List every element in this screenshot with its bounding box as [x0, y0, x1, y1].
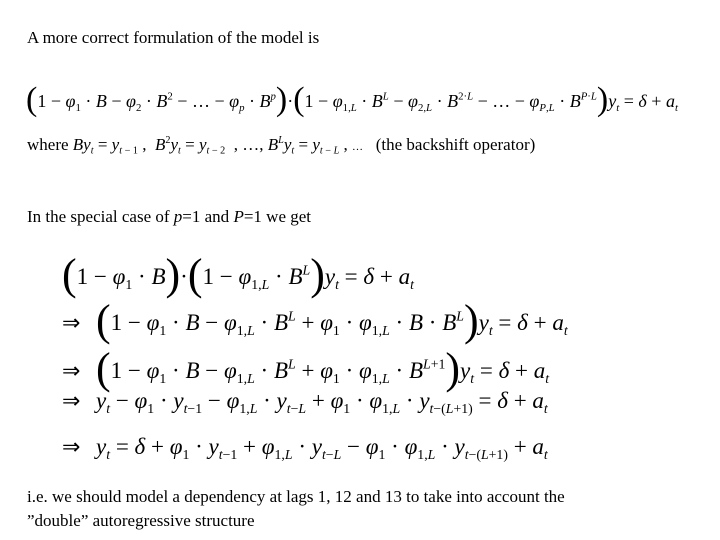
- derivation-line-1: $(1 - \varphi_1 \cdot B)\cdot(1 - \varphi_{1,L} \cdot B^L)y_t = \delta + a_t$: [62, 250, 414, 299]
- derivation-line-4: ⇒ $y_t - \varphi_1 \cdot y_{t-1} - \varphi_{1,L} \cdot y_{t-L} + \varphi_1 \cdot \varphi_{1,L} \cdot y_{t-(L+1)} = \delta + a_t$: [62, 388, 548, 416]
- special-case-text: In the special case of p=1 and P=1 we get: [27, 207, 312, 226]
- backshift-caption: (the backshift operator): [375, 135, 536, 155]
- general-model-equation: ($1 - \varphi_1 \cdot B - \varphi_2 \cdot B^2$ − … − $\varphi_p \cdot B^p)\cdot(1 - \varphi_{1,L} \cdot B^L - \varphi_{2,L} \cdot B^{2\cdot L}$ − … − $\varphi_{P,L} \cdot B^{P\cdot L})y_t = \delta + a_t$: [26, 81, 678, 118]
- intro-text: A more correct formulation of the model is: [27, 28, 320, 47]
- where-label: where: [27, 135, 69, 155]
- conclusion-line-1: i.e. we should model a dependency at lags 1, 12 and 13 to take into account the: [27, 487, 565, 506]
- derivation-line-3: ⇒ $(1 - \varphi_1 \cdot B - \varphi_{1,L} \cdot B^L + \varphi_1 \cdot \varphi_{1,L} \cdot B^{L+1})y_t = \delta + a_t$: [62, 344, 550, 393]
- derivation-line-2: ⇒ $(1 - \varphi_1 \cdot B - \varphi_{1,L} \cdot B^L + \varphi_1 \cdot \varphi_{1,L} \cdot B \cdot B^L)y_t = \delta + a_t$: [62, 296, 568, 345]
- derivation-line-5: ⇒ $y_t = \delta + \varphi_1 \cdot y_{t-1} + \varphi_{1,L} \cdot y_{t-L} - \varphi_1 \cdot \varphi_{1,L} \cdot y_{t-(L+1)} + a_t$: [62, 434, 548, 462]
- backshift-definition: where $By_t = y_{t - 1}$ , $B^2y_t = y_{t - 2}$ , …, $B^Ly_t = y_{t - L}$ , … (the backshift operator): [27, 135, 536, 157]
- conclusion-line-2: ”double” autoregressive structure: [27, 511, 255, 530]
